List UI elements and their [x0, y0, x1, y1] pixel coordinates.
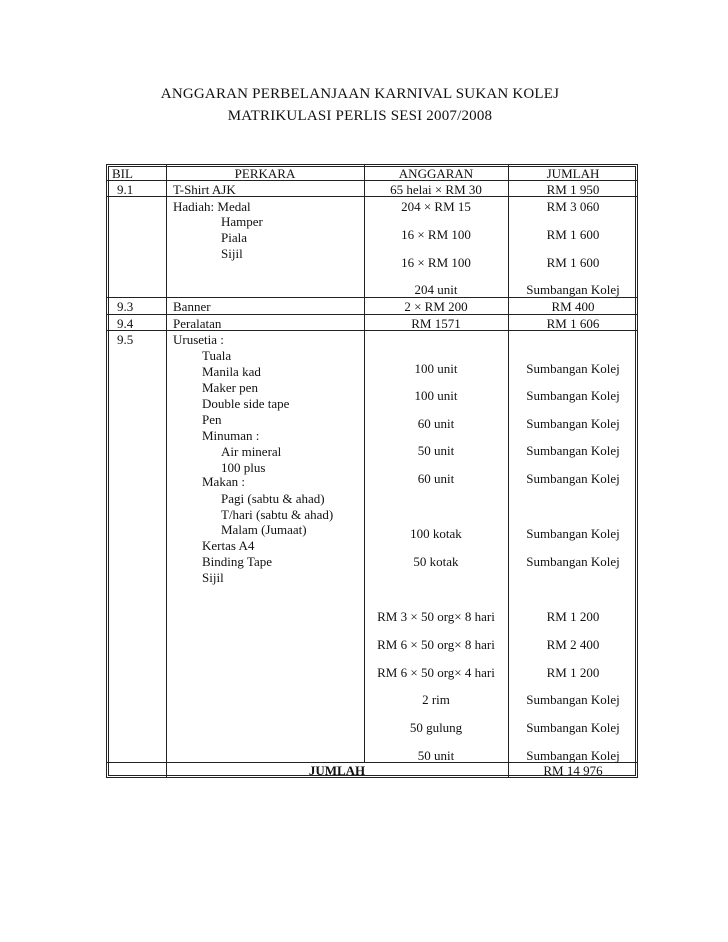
- item-maker: Maker pen: [202, 380, 258, 395]
- hadiah-label: Hadiah: Medal: [173, 199, 251, 214]
- item-plus: 100 plus: [221, 460, 266, 475]
- item-malam: Malam (Jumaat): [221, 522, 307, 537]
- row-divider: [106, 297, 638, 298]
- row-94-anggaran: RM 1571: [411, 316, 461, 331]
- document-title-line-2: MATRIKULASI PERLIS SESI 2007/2008: [227, 108, 493, 124]
- row-94-jumlah: RM 1 606: [546, 316, 600, 331]
- anggaran-cell: 100 unit: [414, 388, 458, 403]
- anggaran-cell: 100 kotak: [410, 526, 462, 541]
- row-93-anggaran: 2 × RM 200: [404, 299, 468, 314]
- anggaran-cell: 60 unit: [417, 471, 455, 486]
- anggaran-cell: 50 unit: [417, 443, 455, 458]
- header-perkara: PERKARA: [234, 166, 296, 181]
- anggaran-cell: 2 rim: [422, 692, 450, 707]
- jumlah-cell: Sumbangan Kolej: [526, 443, 620, 458]
- row-91-perkara: T-Shirt AJK: [173, 182, 236, 197]
- anggaran-cell: 100 unit: [414, 361, 458, 376]
- row-94-bil: 9.4: [117, 316, 134, 331]
- anggaran-cell: 50 kotak: [413, 554, 459, 569]
- sijil-jumlah: Sumbangan Kolej: [526, 282, 620, 297]
- anggaran-cell: RM 6 × 50 org× 4 hari: [377, 665, 495, 680]
- row-93-perkara: Banner: [173, 299, 211, 314]
- jumlah-cell: Sumbangan Kolej: [526, 748, 620, 763]
- row-95-bil: 9.5: [117, 332, 134, 347]
- jumlah-cell: RM 1 200: [546, 665, 600, 680]
- jumlah-cell: Sumbangan Kolej: [526, 554, 620, 569]
- anggaran-cell: RM 6 × 50 org× 8 hari: [377, 637, 495, 652]
- hadiah-sijil: Sijil: [221, 246, 243, 261]
- row-94-perkara: Peralatan: [173, 316, 222, 331]
- medal-jumlah: RM 3 060: [546, 199, 600, 214]
- row-93-bil: 9.3: [117, 299, 134, 314]
- item-pagi: Pagi (sabtu & ahad): [221, 491, 325, 506]
- hadiah-hamper: Hamper: [221, 214, 263, 229]
- jumlah-cell: RM 1 200: [546, 609, 600, 624]
- row-91-jumlah: RM 1 950: [546, 182, 600, 197]
- item-thari: T/hari (sabtu & ahad): [221, 507, 334, 522]
- total-value: RM 14 976: [543, 763, 603, 778]
- total-label: JUMLAH: [308, 763, 366, 778]
- item-minuman: Minuman :: [202, 428, 260, 443]
- item-kertas: Kertas A4: [202, 538, 255, 553]
- hadiah-piala: Piala: [221, 230, 247, 245]
- item-binding: Binding Tape: [202, 554, 272, 569]
- jumlah-cell: Sumbangan Kolej: [526, 361, 620, 376]
- medal-anggaran: 204 × RM 15: [401, 199, 471, 214]
- item-air: Air mineral: [221, 444, 282, 459]
- row-91-bil: 9.1: [117, 182, 134, 197]
- anggaran-cell: 50 gulung: [409, 720, 463, 735]
- header-jumlah: JUMLAH: [546, 166, 600, 181]
- item-pen: Pen: [202, 412, 222, 427]
- anggaran-cell: 60 unit: [417, 416, 455, 431]
- sijil-anggaran: 204 unit: [414, 282, 458, 297]
- hamper-jumlah: RM 1 600: [546, 227, 600, 242]
- row-93-jumlah: RM 400: [551, 299, 595, 314]
- jumlah-cell: Sumbangan Kolej: [526, 416, 620, 431]
- jumlah-cell: RM 2 400: [546, 637, 600, 652]
- item-makan: Makan :: [202, 474, 245, 489]
- row-91-anggaran: 65 helai × RM 30: [390, 182, 482, 197]
- item-manila: Manila kad: [202, 364, 261, 379]
- item-sijil: Sijil: [202, 570, 224, 585]
- piala-jumlah: RM 1 600: [546, 255, 600, 270]
- row-divider: [106, 314, 638, 315]
- anggaran-cell: 50 unit: [417, 748, 455, 763]
- item-double: Double side tape: [202, 396, 290, 411]
- document-title-line-1: ANGGARAN PERBELANJAAN KARNIVAL SUKAN KOLEJ: [160, 86, 560, 102]
- jumlah-cell: Sumbangan Kolej: [526, 526, 620, 541]
- jumlah-cell: Sumbangan Kolej: [526, 388, 620, 403]
- piala-anggaran: 16 × RM 100: [401, 255, 471, 270]
- anggaran-cell: RM 3 × 50 org× 8 hari: [377, 609, 495, 624]
- column-divider-1: [166, 164, 167, 778]
- header-anggaran: ANGGARAN: [398, 166, 474, 181]
- jumlah-cell: Sumbangan Kolej: [526, 471, 620, 486]
- item-tuala: Tuala: [202, 348, 232, 363]
- row-95-perkara: Urusetia :: [173, 332, 224, 347]
- hamper-anggaran: 16 × RM 100: [401, 227, 471, 242]
- header-bil: BIL: [112, 166, 133, 181]
- jumlah-cell: Sumbangan Kolej: [526, 720, 620, 735]
- jumlah-cell: Sumbangan Kolej: [526, 692, 620, 707]
